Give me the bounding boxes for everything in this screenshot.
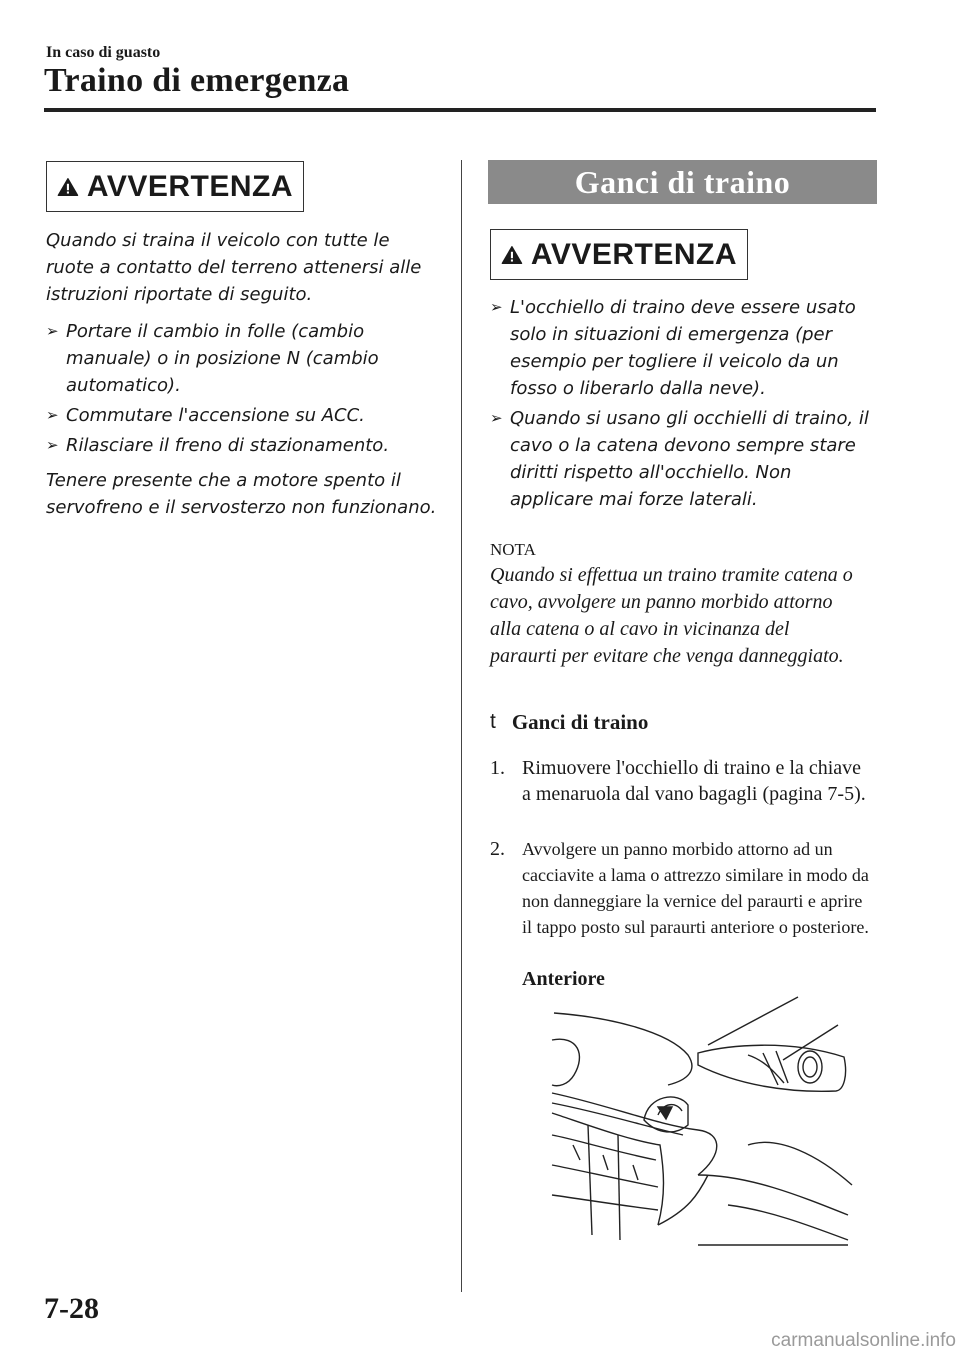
title-rule bbox=[44, 108, 876, 112]
warning-box-left bbox=[46, 161, 304, 212]
column-divider bbox=[461, 160, 462, 1292]
warning-label: AVVERTENZA bbox=[86, 169, 293, 203]
chapter-label: In caso di guasto bbox=[46, 44, 161, 61]
warning-bullet-list-right bbox=[490, 294, 880, 513]
list-item: ➢ Quando si usano gli occhielli di traino, il cavo o la catena devono sempre stare diritti rispetto all'occhiello. Non applicare mai forze laterali. bbox=[490, 405, 880, 513]
warning-bullet-list bbox=[46, 318, 446, 459]
list-item: ➢ Portare il cambio in folle (cambio manuale) o in posizione N (cambio automatico). bbox=[46, 318, 446, 399]
warning-closing: Tenere presente che a motore spento il servofreno e il servosterzo non funzionano. bbox=[46, 470, 437, 518]
step-2: 2. Avvolgere un panno morbido attorno ad un cacciavite a lama o attrezzo similare in modo da non danneggiare la vernice del paraurti e aprire il tappo posto sul paraurti anteriore o posteriore. bbox=[490, 838, 869, 937]
arrow-bullet-icon: ➢ bbox=[46, 436, 59, 454]
nota-label: NOTA bbox=[490, 540, 536, 559]
watermark: carmanualsonline.info bbox=[771, 1330, 956, 1351]
arrow-bullet-icon: ➢ bbox=[490, 298, 503, 316]
figure-caption: Anteriore bbox=[522, 968, 605, 990]
list-item: ➢ Rilasciare il freno di stazionamento. bbox=[46, 432, 446, 459]
step-1: 1. Rimuovere l'occhiello di traino e la chiave a menaruola dal vano bagagli (pagina 7-5). bbox=[490, 757, 866, 805]
nota-text: Quando si effettua un traino tramite catena o cavo, avvolgere un panno morbido attorno alla catena o al cavo in vicinanza del paraurti per evitare che venga danneggiato. bbox=[490, 564, 853, 667]
warning-box-right bbox=[490, 229, 748, 280]
arrow-bullet-icon: ➢ bbox=[490, 409, 503, 427]
arrow-bullet-icon: ➢ bbox=[46, 322, 59, 340]
list-item: ➢ L'occhiello di traino deve essere usato solo in situazioni di emergenza (per esempio per togliere il veicolo da un fosso o liberarlo dalla neve). bbox=[490, 294, 880, 402]
page-number: 7-28 bbox=[44, 1292, 99, 1325]
warning-intro: Quando si traina il veicolo con tutte le ruote a contatto del terreno attenersi alle istruzioni riportate di seguito. bbox=[46, 230, 422, 305]
warning-triangle-icon bbox=[57, 172, 79, 202]
subsection-heading bbox=[490, 710, 648, 735]
page-title: Traino di emergenza bbox=[44, 62, 350, 99]
arrow-bullet-icon: ➢ bbox=[46, 406, 59, 424]
subsection-title: Ganci di traino bbox=[511, 710, 649, 734]
subsection-marker: t bbox=[490, 710, 496, 733]
warning-triangle-icon bbox=[501, 240, 523, 270]
list-item: ➢ Commutare l'accensione su ACC. bbox=[46, 402, 446, 429]
warning-label: AVVERTENZA bbox=[530, 237, 737, 271]
section-banner: Ganci di traino bbox=[488, 160, 877, 204]
front-bumper-illustration bbox=[548, 995, 860, 1255]
